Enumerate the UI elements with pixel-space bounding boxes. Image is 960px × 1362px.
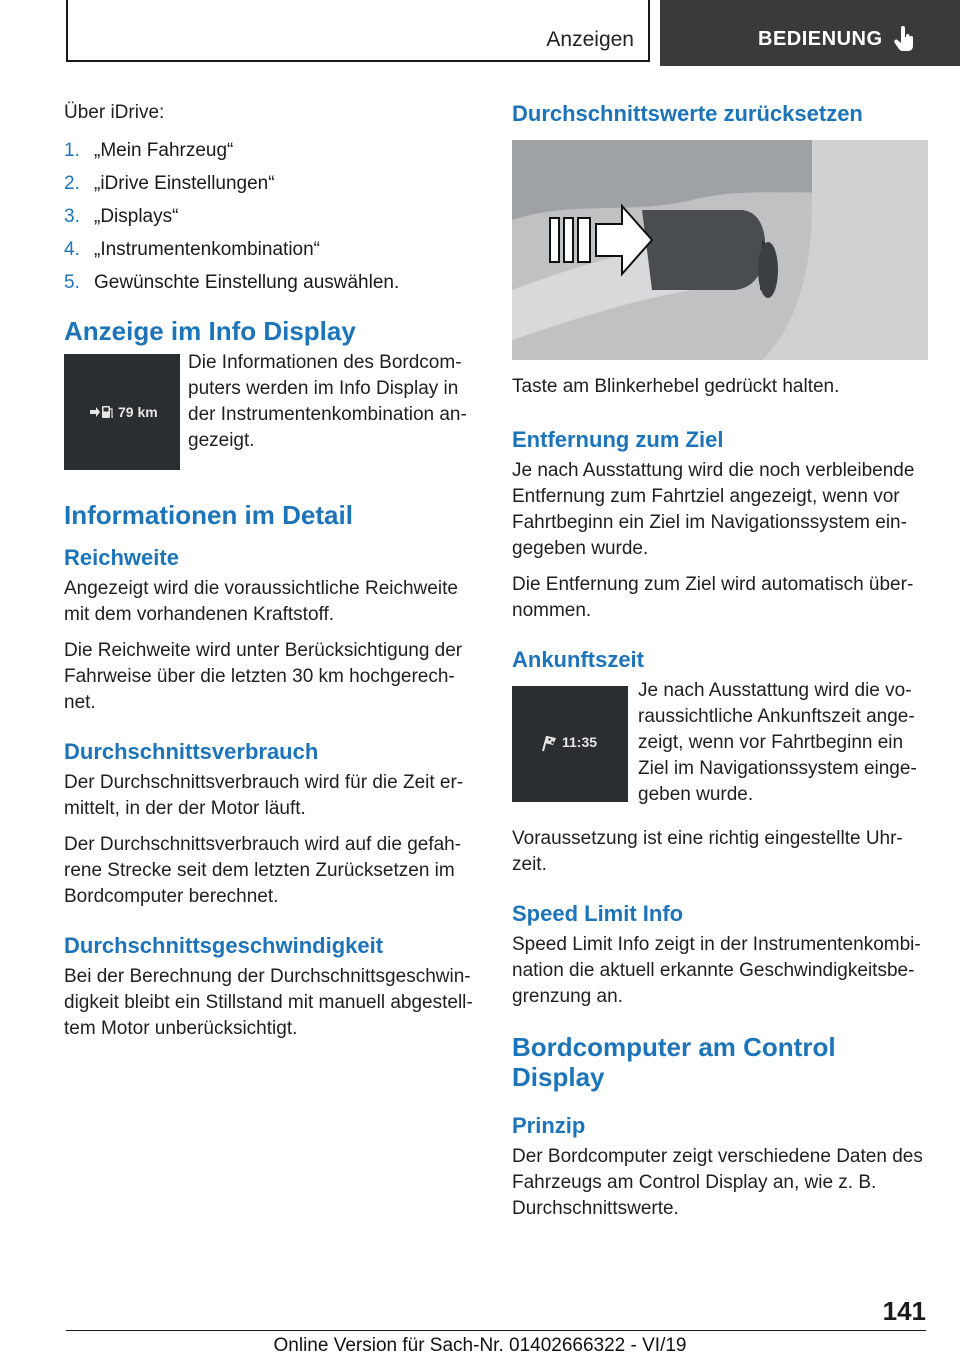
list-item xyxy=(64,171,478,197)
info-display-text: Die Informationen des Bordcom-puters werden im Info Display in der Instrumentenkombination an-gezeigt. xyxy=(188,352,467,451)
ankunft-block xyxy=(512,682,930,818)
flag-icon xyxy=(540,734,558,752)
step-number: 4. xyxy=(64,239,80,260)
reset-caption: Taste am Blinkerhebel gedrückt halten. xyxy=(512,376,840,397)
right-column xyxy=(512,100,930,1232)
step-number: 2. xyxy=(64,173,80,194)
header-chapter-label: BEDIENUNG xyxy=(758,28,883,50)
verbrauch-heading: Durchschnittsverbrauch xyxy=(64,739,319,764)
step-text: „Displays“ xyxy=(94,206,179,227)
details-heading: Informationen im Detail xyxy=(64,500,353,530)
header-section-title: Anzeigen xyxy=(546,28,634,51)
list-item xyxy=(64,270,478,296)
list-item xyxy=(64,237,478,263)
step-number: 1. xyxy=(64,140,80,161)
ziel-paragraph: Die Entfernung zum Ziel wird automatisch über-nommen. xyxy=(512,574,914,621)
online-version-note: Online Version für Sach-Nr. 01402666322 - VI/19 xyxy=(273,1335,687,1356)
page-header xyxy=(0,0,960,66)
ankunft-paragraph: Voraussetzung ist eine richtig eingestellte Uhr-zeit. xyxy=(512,828,903,875)
verbrauch-paragraph: Der Durchschnittsverbrauch wird für die Zeit er-mittelt, in der der Motor läuft. xyxy=(64,772,464,819)
idrive-steps-list xyxy=(64,138,478,296)
step-text: „Instrumentenkombination“ xyxy=(94,239,320,260)
footer-divider xyxy=(66,1330,926,1331)
reichweite-paragraph: Angezeigt wird die voraussichtliche Reichweite mit dem vorhandenen Kraftstoff. xyxy=(64,578,458,625)
info-display-image xyxy=(64,354,180,470)
left-column xyxy=(64,100,478,1052)
arrival-display-image xyxy=(512,686,628,802)
list-item xyxy=(64,138,478,164)
speed-limit-heading: Speed Limit Info xyxy=(512,901,684,926)
idrive-intro: Über iDrive: xyxy=(64,102,165,123)
ankunft-text: Je nach Ausstattung wird die vo-raussichtliche Ankunftszeit ange-zeigt, wenn vor Fahrtbeginn ein Ziel im Navigationssystem einge-geben wurde. xyxy=(638,680,917,805)
ankunft-heading: Ankunftszeit xyxy=(512,647,644,672)
reset-heading: Durchschnittswerte zurücksetzen xyxy=(512,101,863,126)
arrival-time-value: 11:35 xyxy=(562,734,598,750)
step-number: 5. xyxy=(64,272,80,293)
range-value: 79 km xyxy=(118,404,158,420)
header-section-box xyxy=(66,0,650,62)
step-text: „Mein Fahrzeug“ xyxy=(94,140,234,161)
ziel-heading: Entfernung zum Ziel xyxy=(512,427,724,452)
step-text: Gewünschte Einstellung auswählen. xyxy=(94,272,400,293)
geschwindigkeit-heading: Durchschnittsgeschwindigkeit xyxy=(64,933,384,958)
reichweite-paragraph: Die Reichweite wird unter Berücksichtigung der Fahrweise über die letzten 30 km hochgerech-net. xyxy=(64,640,463,713)
prinzip-paragraph: Der Bordcomputer zeigt verschiedene Daten des Fahrzeugs am Control Display an, wie z. B. Durchschnittswerte. xyxy=(512,1146,923,1219)
header-chapter-tab xyxy=(660,0,960,66)
step-number: 3. xyxy=(64,206,80,227)
verbrauch-paragraph: Der Durchschnittsverbrauch wird auf die gefah-rene Strecke seit dem letzten Zurücksetzen im Bordcomputer berechnet. xyxy=(64,834,462,907)
page-number: 141 xyxy=(882,1296,926,1326)
pointing-hand-icon xyxy=(894,26,916,52)
geschwindigkeit-paragraph: Bei der Berechnung der Durchschnittsgeschwin-digkeit bleibt ein Stillstand mit manuell abgestell-tem Motor unberücksichtigt. xyxy=(64,966,473,1039)
list-item xyxy=(64,204,478,230)
step-text: „iDrive Einstellungen“ xyxy=(94,173,275,194)
prinzip-heading: Prinzip xyxy=(512,1113,586,1138)
reichweite-heading: Reichweite xyxy=(64,545,179,570)
turn-signal-lever-image xyxy=(512,140,928,360)
info-display-heading: Anzeige im Info Display xyxy=(64,316,356,346)
bordcomputer-heading: Bordcomputer am Control Display xyxy=(512,1032,836,1092)
range-fuel-icon xyxy=(89,404,115,420)
ziel-paragraph: Je nach Ausstattung wird die noch verbleibende Entfernung zum Fahrtziel angezeigt, wenn vor Fahrtbeginn ein Ziel im Navigationssystem ein-gegeben wurde. xyxy=(512,460,915,559)
speed-limit-paragraph: Speed Limit Info zeigt in der Instrumentenkombi-nation die aktuell erkannte Geschwindigkeitsbe-grenzung an. xyxy=(512,934,921,1007)
info-display-block xyxy=(64,354,478,470)
